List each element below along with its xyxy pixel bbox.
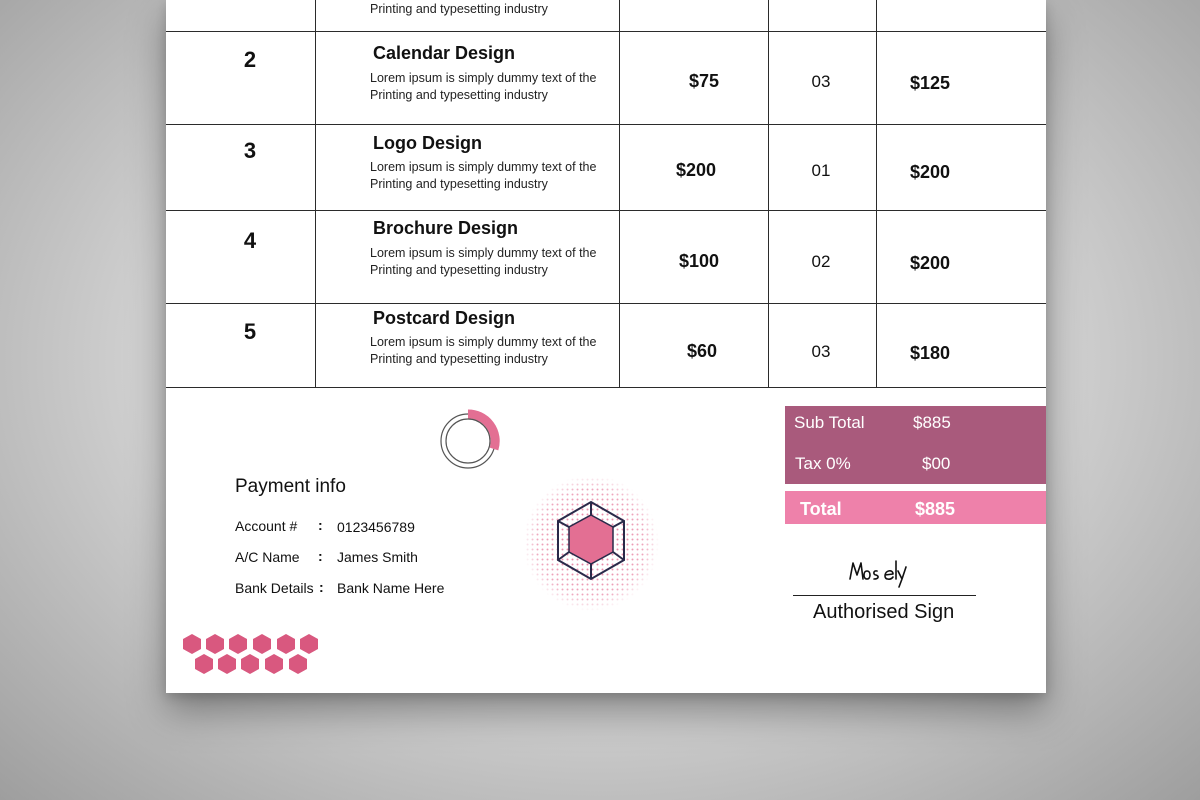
account-number-label: Account #: [235, 518, 298, 534]
authorised-sign-label: Authorised Sign: [813, 601, 955, 623]
item-price: $200: [676, 160, 717, 180]
subtotal-label: Sub Total: [794, 413, 865, 432]
column-divider: [315, 304, 316, 387]
account-number-value: 0123456789: [337, 519, 415, 535]
tax-value: $00: [922, 454, 951, 473]
item-number: 4: [243, 228, 257, 253]
item-amount: $200: [910, 162, 951, 182]
column-divider: [876, 304, 877, 387]
item-number: 5: [243, 319, 257, 344]
separator: :: [318, 517, 323, 533]
column-divider: [315, 125, 316, 210]
bank-details-label: Bank Details: [235, 580, 314, 596]
bank-details-value: Bank Name Here: [337, 580, 445, 596]
item-description-line1: Lorem ipsum is simply dummy text of the: [370, 335, 597, 349]
column-divider: [315, 211, 316, 303]
item-title: Calendar Design: [373, 43, 516, 63]
item-price: $75: [689, 71, 720, 91]
total-label: Total: [800, 499, 842, 519]
table-row: [166, 125, 1046, 211]
table-row: [166, 211, 1046, 304]
invoice-sheet: [166, 0, 1046, 693]
subtotal-value: $885: [913, 413, 951, 432]
column-divider: [315, 32, 316, 124]
item-price: $100: [679, 251, 720, 271]
item-title: Brochure Design: [373, 218, 519, 238]
item-description-line1: Lorem ipsum is simply dummy text of the: [370, 160, 597, 174]
item-description-line2: Printing and typesetting industry: [370, 177, 548, 191]
table-row: [166, 304, 1046, 388]
item-quantity: 01: [811, 161, 831, 180]
payment-info-title: Payment info: [235, 476, 346, 497]
item-description-line2: Printing and typesetting industry: [370, 2, 548, 16]
item-description-line2: Printing and typesetting industry: [370, 352, 548, 366]
item-quantity: 02: [811, 252, 831, 271]
column-divider: [876, 0, 877, 31]
signature: [846, 555, 908, 589]
item-amount: $200: [910, 253, 951, 273]
item-number: 2: [243, 47, 257, 72]
column-divider: [315, 0, 316, 31]
item-number: 3: [243, 138, 257, 163]
account-name-value: James Smith: [337, 549, 418, 565]
donut-ring-icon: [436, 409, 500, 473]
signature-line: [793, 595, 976, 596]
separator: :: [319, 579, 324, 595]
total-value: $885: [915, 499, 956, 519]
table-row: [166, 32, 1046, 125]
item-price: $60: [687, 341, 718, 361]
table-row: [166, 0, 1046, 32]
subtotal-tax-panel: [785, 406, 1046, 484]
item-title: Postcard Design: [373, 308, 516, 328]
item-quantity: 03: [811, 342, 831, 361]
item-description-line2: Printing and typesetting industry: [370, 88, 548, 102]
item-amount: $125: [910, 73, 951, 93]
item-title: Logo Design: [373, 133, 482, 153]
item-description-line1: Lorem ipsum is simply dummy text of the: [370, 71, 597, 85]
column-divider: [876, 125, 877, 210]
item-description-line1: Lorem ipsum is simply dummy text of the: [370, 246, 597, 260]
tax-label: Tax 0%: [795, 454, 851, 473]
total-panel: [785, 491, 1046, 524]
account-name-label: A/C Name: [235, 549, 300, 565]
hexagon-pattern-icon: [180, 632, 322, 680]
item-amount: $180: [910, 343, 951, 363]
column-divider: [768, 0, 769, 31]
cube-icon: [520, 472, 662, 614]
column-divider: [876, 211, 877, 303]
column-divider: [876, 32, 877, 124]
item-description-line2: Printing and typesetting industry: [370, 263, 548, 277]
separator: :: [318, 548, 323, 564]
item-quantity: 03: [811, 72, 831, 91]
